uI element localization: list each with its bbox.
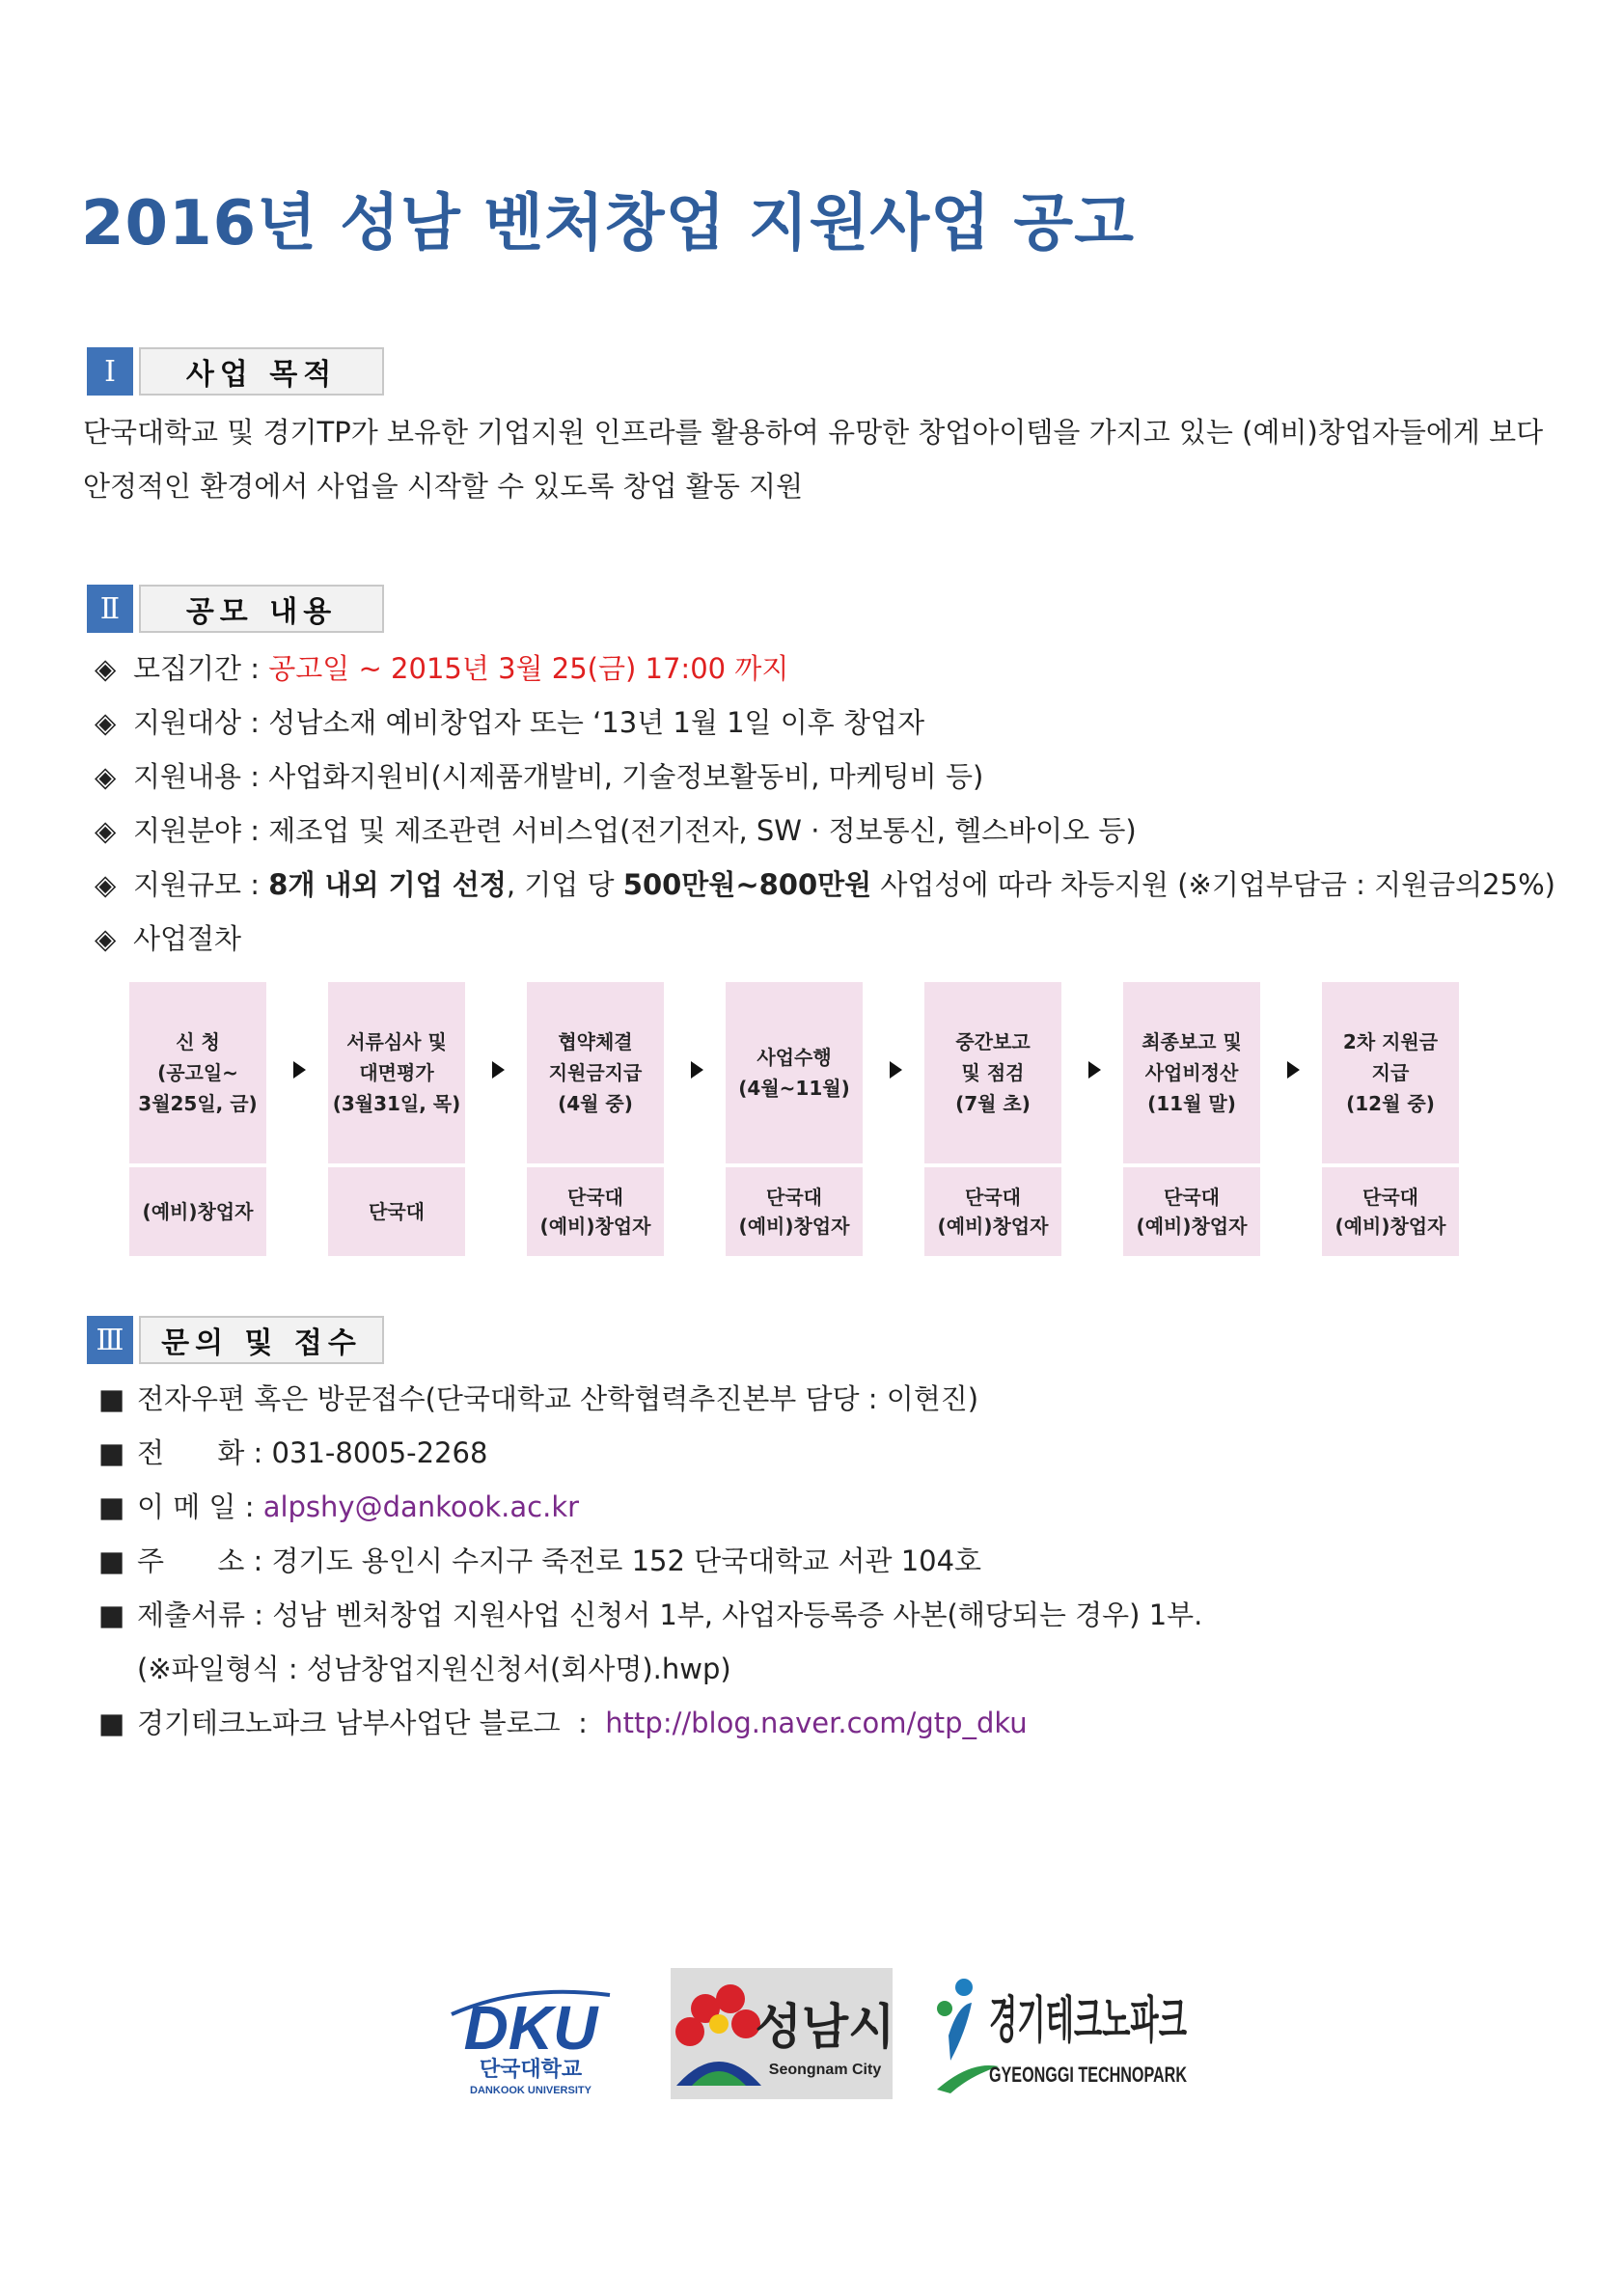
support-text: 지원내용 : 사업화지원비(시제품개발비, 기술정보활동비, 마케팅비 등) [133, 760, 984, 793]
gtp-korean-name: 경기테크노파크 [989, 1992, 1187, 2050]
phone-label: 전 화 : [137, 1436, 272, 1469]
gtp-english-name: GYEONGGI TECHNOPARK [989, 2063, 1188, 2087]
blog-link[interactable]: http://blog.naver.com/gtp_dku [605, 1707, 1028, 1739]
documents-text: 제출서류 : 성남 벤처창업 지원사업 신청서 1부, 사업자등록증 사본(해당되는 경우) 1부. [137, 1599, 1203, 1631]
dku-wordmark: DKU [463, 1993, 598, 2063]
period-value: 공고일 ~ 2015년 3월 25(금) 17:00 까지 [268, 652, 789, 685]
square-bullet-icon: ■ [98, 1382, 125, 1415]
flow-step-stage: 최종보고 및 사업비정산 (11월 말) [1123, 982, 1260, 1163]
section-number: Ⅱ [87, 585, 133, 633]
arrow-right-icon [890, 1061, 902, 1079]
seongnam-korean-name: 성남시 [755, 1999, 895, 2055]
square-bullet-icon: ■ [98, 1599, 125, 1631]
contact-address [98, 1542, 981, 1580]
arrow-right-icon [691, 1061, 703, 1079]
diamond-bullet-icon: ◈ [95, 652, 117, 685]
flow-step [1123, 982, 1260, 1256]
target-text: 지원대상 : 성남소재 예비창업자 또는 ‘13년 1월 1일 이후 창업자 [133, 706, 925, 739]
diamond-bullet-icon: ◈ [95, 868, 117, 901]
flow-step [1322, 982, 1459, 1256]
arrow-right-icon [492, 1061, 505, 1079]
dku-english-name: DANKOOK UNIVERSITY [470, 2085, 591, 2096]
flow-step-stage: 사업수행 (4월~11월) [726, 982, 863, 1163]
flow-step-stage: 협약체결 지원금지급 (4월 중) [527, 982, 664, 1163]
section-label: 문의 및 접수 [139, 1316, 384, 1364]
scale-bold-1: 8개 내외 기업 선정 [268, 868, 507, 901]
diamond-bullet-icon: ◈ [95, 760, 117, 793]
purpose-line-1: 단국대학교 및 경기TP가 보유한 기업지원 인프라를 활용하여 유망한 창업아이템을 가지고 있는 (예비)창업자들에게 보다 [83, 416, 1544, 449]
flow-step-owner: 단국대 [328, 1167, 465, 1256]
contact-documents [98, 1596, 1202, 1634]
flow-step-owner: 단국대 (예비)창업자 [726, 1167, 863, 1256]
arrow-right-icon [293, 1061, 306, 1079]
flow-step-owner: 단국대 (예비)창업자 [924, 1167, 1061, 1256]
flow-step-owner: 단국대 (예비)창업자 [1123, 1167, 1260, 1256]
flow-step [328, 982, 465, 1256]
arrow-right-icon [1088, 1061, 1101, 1079]
flow-step-stage: 신 청 (공고일~ 3월25일, 금) [129, 982, 266, 1163]
procedure-text: 사업절차 [133, 922, 242, 955]
flow-step [924, 982, 1061, 1256]
section-header-purpose [87, 347, 384, 396]
scale-bold-2: 500만원~800만원 [622, 868, 872, 901]
arrow-right-icon [1287, 1061, 1300, 1079]
support-scale [95, 865, 1555, 904]
blog-label: 경기테크노파크 남부사업단 블로그 : [137, 1707, 606, 1739]
diamond-bullet-icon: ◈ [95, 922, 117, 955]
gyeonggi-technopark-logo [931, 1968, 1192, 2103]
address-label: 주 소 : [137, 1544, 272, 1577]
contact-blog [98, 1704, 1028, 1742]
purpose-line-2: 안정적인 환경에서 사업을 시작할 수 있도록 창업 활동 지원 [83, 470, 804, 503]
recruit-period [95, 649, 788, 688]
flow-step-stage: 2차 지원금 지급 (12월 중) [1322, 982, 1459, 1163]
support-content [95, 757, 983, 796]
flow-step-stage: 중간보고 및 점검 (7월 초) [924, 982, 1061, 1163]
phone-value: 031-8005-2268 [271, 1436, 488, 1469]
square-bullet-icon: ■ [98, 1490, 125, 1523]
flow-step-owner: 단국대 (예비)창업자 [1322, 1167, 1459, 1256]
flow-step-owner: 단국대 (예비)창업자 [527, 1167, 664, 1256]
page-title: 2016년 성남 벤처창업 지원사업 공고 [81, 188, 1135, 260]
flow-step [129, 982, 266, 1256]
square-bullet-icon: ■ [98, 1707, 125, 1739]
method-text: 전자우편 혹은 방문접수(단국대학교 산학협력추진본부 담당 : 이현진) [137, 1382, 979, 1415]
email-link[interactable]: alpshy@dankook.ac.kr [262, 1490, 580, 1523]
seongnam-city-logo [671, 1968, 893, 2099]
purpose-text [83, 405, 1550, 513]
dku-korean-name: 단국대학교 [479, 2058, 583, 2082]
contact-phone [98, 1434, 487, 1472]
flow-step [726, 982, 863, 1256]
section-number: Ⅰ [87, 347, 133, 396]
square-bullet-icon: ■ [98, 1544, 125, 1577]
contact-method [98, 1380, 978, 1418]
scale-mid: , 기업 당 [506, 868, 623, 901]
dankook-university-logo [444, 1974, 618, 2097]
period-label: 모집기간 : [133, 652, 269, 685]
flow-step-stage: 서류심사 및 대면평가 (3월31일, 목) [328, 982, 465, 1163]
support-target [95, 703, 924, 742]
procedure-flow [129, 982, 1461, 1256]
section-number: Ⅲ [87, 1316, 133, 1364]
flow-step [527, 982, 664, 1256]
contact-email [98, 1488, 579, 1526]
scale-label: 지원규모 : [133, 868, 269, 901]
seongnam-english-name: Seongnam City [768, 2062, 882, 2078]
diamond-bullet-icon: ◈ [95, 706, 117, 739]
square-bullet-icon: ■ [98, 1436, 125, 1469]
scale-rest: 사업성에 따라 차등지원 (※기업부담금 : 지원금의25%) [871, 868, 1555, 901]
field-text: 지원분야 : 제조업 및 제조관련 서비스업(전기전자, SW · 정보통신, 헬스바이오 등) [133, 814, 1137, 847]
procedure-heading [95, 919, 241, 958]
support-field [95, 811, 1137, 850]
section-header-contact [87, 1316, 384, 1364]
documents-note: (※파일형식 : 성남창업지원신청서(회사명).hwp) [137, 1653, 731, 1685]
address-value: 경기도 용인시 수지구 죽전로 152 단국대학교 서관 104호 [271, 1544, 982, 1577]
email-label: 이 메 일 : [137, 1490, 263, 1523]
section-label: 공모 내용 [139, 585, 384, 633]
section-header-contents [87, 585, 384, 633]
flow-step-owner: (예비)창업자 [129, 1167, 266, 1256]
diamond-bullet-icon: ◈ [95, 814, 117, 847]
section-label: 사업 목적 [139, 347, 384, 396]
